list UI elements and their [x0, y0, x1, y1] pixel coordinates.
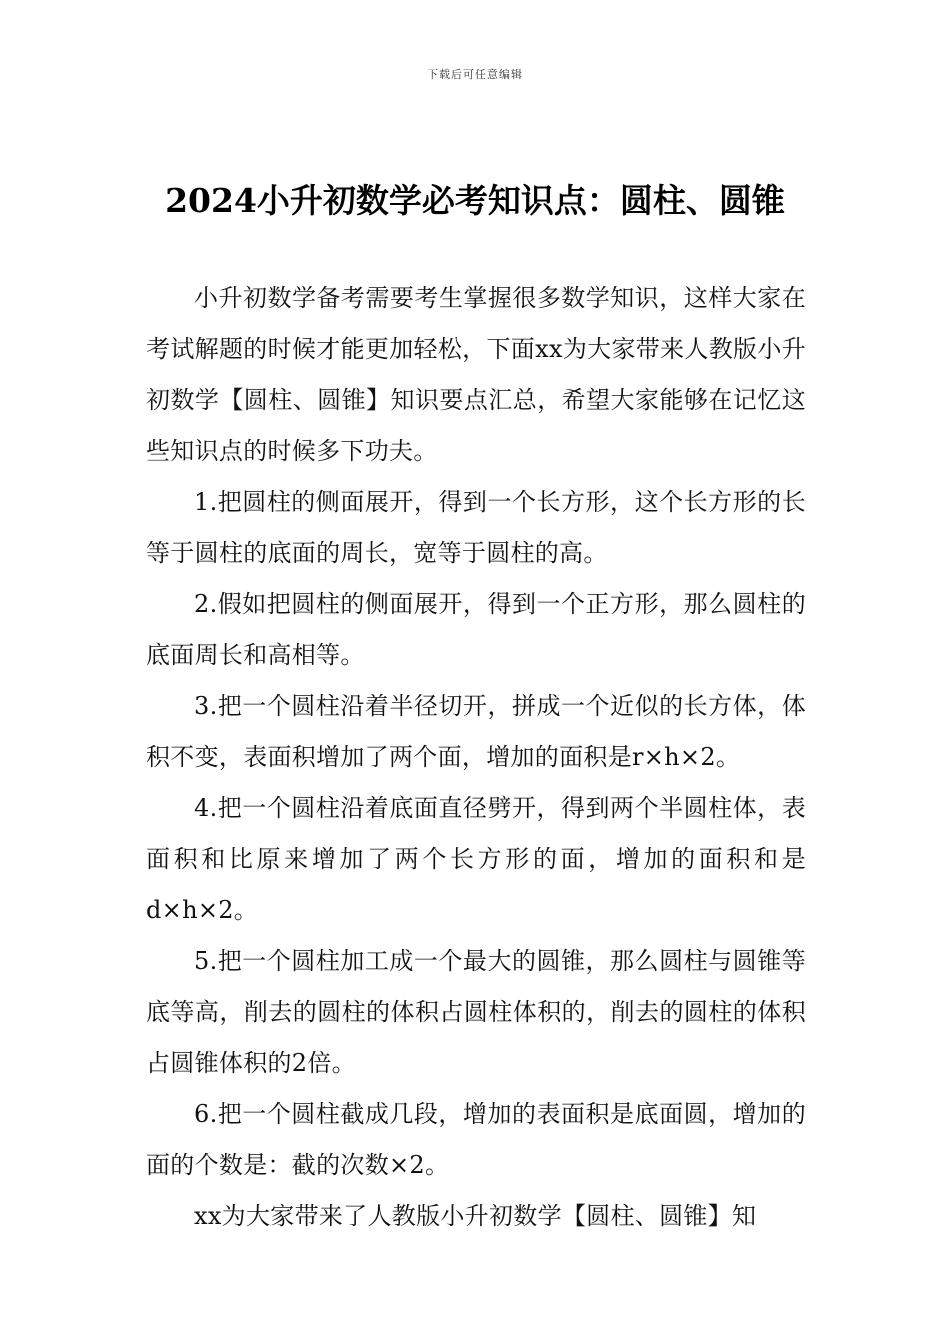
paragraph-closing: xx为大家带来了人教版小升初数学【圆柱、圆锥】知 [194, 1202, 757, 1230]
paragraph-point-6: 6.把一个圆柱截成几段，增加的表面积是底面圆，增加的面的个数是：截的次数×2。 [146, 1100, 806, 1179]
document-title: 2024小升初数学必考知识点：圆柱、圆锥 [165, 181, 785, 220]
paragraph-intro: 小升初数学备考需要考生掌握很多数学知识，这样大家在考试解题的时候才能更加轻松，下面xx为大家带来人教版小升初数学【圆柱、圆锥】知识要点汇总，希望大家能够在记忆这些知识点的时候多下功夫。 [146, 284, 806, 465]
document-body [146, 273, 806, 1242]
paragraph-point-2: 2.假如把圆柱的侧面展开，得到一个正方形，那么圆柱的底面周长和高相等。 [146, 590, 806, 669]
header-note: 下载后可任意编辑 [427, 68, 523, 81]
paragraph-point-3: 3.把一个圆柱沿着半径切开，拼成一个近似的长方体，体积不变，表面积增加了两个面，增加的面积是r×h×2。 [146, 692, 806, 771]
paragraph-point-4: 4.把一个圆柱沿着底面直径劈开，得到两个半圆柱体，表面积和比原来增加了两个长方形的面，增加的面积和是d×h×2。 [146, 794, 806, 924]
paragraph-point-1: 1.把圆柱的侧面展开，得到一个长方形，这个长方形的长等于圆柱的底面的周长，宽等于圆柱的高。 [146, 488, 806, 567]
paragraph-point-5: 5.把一个圆柱加工成一个最大的圆锥，那么圆柱与圆锥等底等高，削去的圆柱的体积占圆柱体积的，削去的圆柱的体积占圆锥体积的2倍。 [146, 947, 806, 1077]
